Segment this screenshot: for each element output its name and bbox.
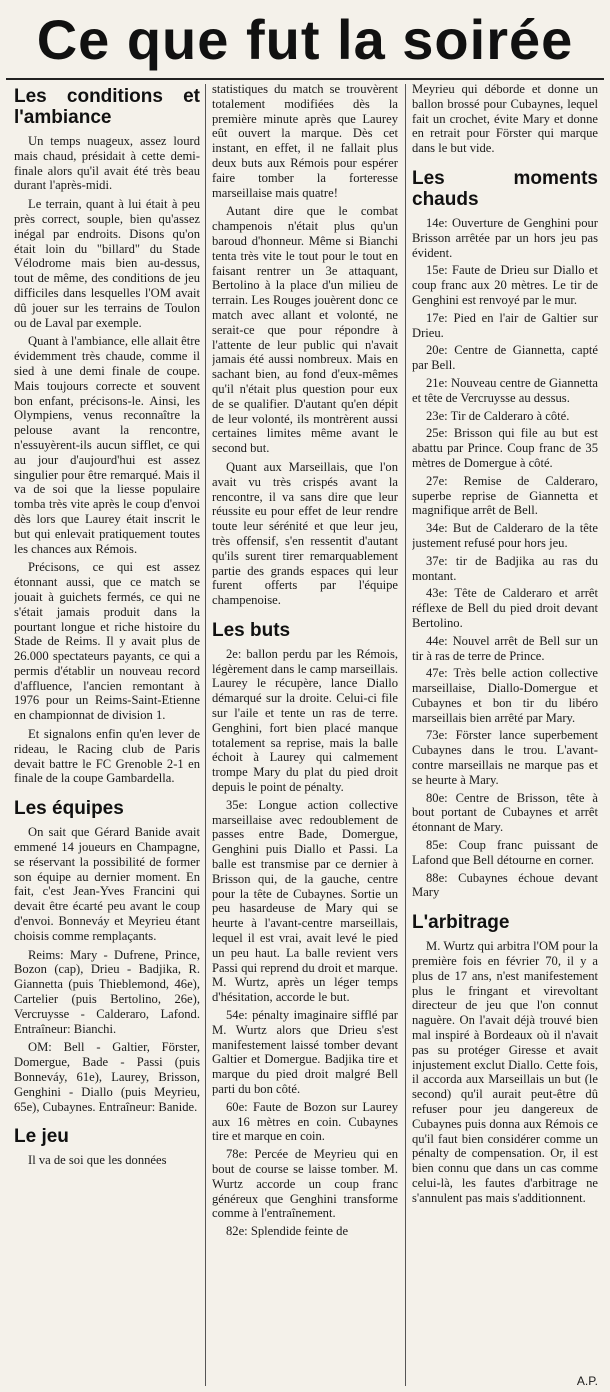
headline: Ce que fut la soirée (36, 8, 574, 71)
paragraph: Quant aux Marseillais, que l'on avait vu très crispés avant la rencontre, il va sans dire que leur réussite eu pour effet de leur rendre toute leur sérénité et que leur jeu, très offensif, s'en ressentit d'autant qu'ils surent tirer remarquablement partie des grands espaces qui leur furent offerts par l'équipe champenoise. (212, 459, 398, 608)
moment-entry: 27e: Remise de Calderaro, superbe reprise de Giannetta et magnifique arrêt de Bell. (412, 473, 598, 518)
column-divider (405, 84, 406, 1386)
moment-entry: 88e: Cubaynes échoue devant Mary (412, 870, 598, 900)
moment-entry: 43e: Tête de Calderaro et arrêt réflexe de Bell du pied droit devant Bertolino. (412, 586, 598, 630)
moment-entry: 44e: Nouvel arrêt de Bell sur un tir à ras de terre de Prince. (412, 633, 598, 663)
moment-entry: 17e: Pied en l'air de Galtier sur Drieu. (412, 310, 598, 340)
column-1 (14, 82, 200, 1388)
paragraph: Et signalons enfin qu'en lever de rideau, le Racing club de Paris devait battre le FC Grenoble 2-1 en finale de la coupe Gambardella. (14, 727, 200, 786)
moment-entry: 34e: But de Calderaro de la tête justement refusé pour hors jeu. (412, 521, 598, 550)
paragraph: Précisons, ce qui est assez étonnant aussi, que ce match se jouait à guichets fermés, ce qui ne s'était jamais produit dans la pourtant longue et riche histoire du Stade de Reims. Il y avait plus de 26.000 spectateurs payants, ce qui a permis d'établir un nouveau record d'affluence, l'ancien remontant à 1976 pour un Reims-Saint-Etienne en championnat de division 1. (14, 560, 200, 723)
paragraph: statistiques du match se trouvèrent totalement modifiées dès la première minute après que Laurey eût ouvert la marque. Dès cet instant, en effet, il ne fallait plus deux buts aux Rémois pour espérer faire tomber la forteresse marseillaise mais quatre! (212, 82, 398, 200)
goal-entry: 35e: Longue action collective marseillaise avec redoublement de passes entre Bade, Domergue, Genghini puis Diallo et Passi. La balle est transmise par ce dernier à Brisson qui, de la gauche, centre pour la tête de Cubaynes. Sortie un peu hasardeuse de Mary qui se heurte à l'avant-centre marseillais, lequel il est vrai, avait levé le pied un peu haut. La balle revient vers Passi qui reprend du droit et marque. M. Wurtz, après un léger temps d'hésitation, accorde le but. (212, 797, 398, 1005)
moment-entry: 85e: Coup franc puissant de Lafond que Bell détourne en corner. (412, 838, 598, 867)
moment-entry: 80e: Centre de Brisson, tête à bout portant de Cubaynes et arrêt étonnant de Mary. (412, 790, 598, 835)
lineup-reims: Reims: Mary - Dufrene, Prince, Bozon (cap), Drieu - Badjika, R. Giannetta (puis Thieblemond, 46e), Cartelier (puis Bertolino, 26e), Vercruysse - Calderaro, Lafond. Entraîneur: Bianchi. (14, 947, 200, 1036)
paragraph: Meyrieu qui déborde et donne un ballon brossé pour Cubaynes, lequel fait un crochet, évite Mary et donne en retrait pour Förster qui marque dans le but vide. (412, 82, 598, 156)
paragraph: Un temps nuageux, assez lourd mais chaud, présidait à cette demi-finale alors qu'il avait été très beau durant l'après-midi. (14, 134, 200, 193)
moment-entry: 14e: Ouverture de Genghini pour Brisson arrêtée par un hors jeu pas évident. (412, 215, 598, 260)
author-signature: A.P. (576, 1374, 598, 1388)
goal-entry: 82e: Splendide feinte de (226, 1224, 349, 1239)
moment-entry: 20e: Centre de Giannetta, capté par Bell. (412, 343, 598, 373)
paragraph: Quant à l'ambiance, elle allait être évidemment très chaude, comme il sied à une demi finale de coupe. Mais toujours correcte et souvent bon enfant, précisons-le. Ainsi, les Olympiens, venus reconnaître la pelouse avant la rencontre, n'essuyèrent-ils aucun sifflet, ce qui au jour d'aujourd'hui est assez singulier pour être remarqué. Mais il va de soi que la liesse populaire tomba très vite après le coup d'envoi dès lors que Laurey était inscrit le but qui enlevait pratiquement toutes les chances aux Rémois. (14, 334, 200, 556)
section-heading-equipes: Les équipes (14, 798, 124, 820)
moment-entry: 23e: Tir de Calderaro à côté. (426, 408, 570, 423)
lineup-om: OM: Bell - Galtier, Förster, Domergue, Bade - Passi (puis Bonneváy, 61e), Laurey, Brisson, Genghini - Diallo (puis Meyrieu, 65e), Cubaynes. Entraîneur: Banide. (14, 1040, 200, 1114)
paragraph: Il va de soi que les données (28, 1153, 167, 1168)
section-heading-moments: Les moments chauds (412, 167, 598, 210)
moment-entry: 47e: Très belle action collective marseillaise, Diallo-Domergue et Cubaynes et bon tir du libéro marseillais bien arrêté par Mary. (412, 666, 598, 725)
section-heading-conditions: Les conditions et l'ambiance (14, 86, 200, 128)
section-heading-jeu: Le jeu (14, 1126, 69, 1148)
moment-entry: 37e: tir de Badjika au ras du montant. (412, 553, 598, 583)
paragraph: M. Wurtz qui arbitra l'OM pour la première fois en février 70, il y a plus de 17 ans, n'est manifestement plus le fringant et virevoltant directeur de jeu que l'on connut naguère. On l'avait déjà trouvé bien mal inspiré à Bordeaux où il n'avait pas su protéger Giresse et avait injustement exclut Diallo. Cette fois, il accorda aux Marseillais un but (le second) qu'il aurait peut-être dû refuser pour jeu dangereux de Cubaynes puis donna aux Rémois ce qu'il faut bien considérer comme un pénalty de compensation. Or, il est bien connu que dans un cas comme celui-là, les fautes d'arbitrage ne s'annulent pas mais s'additionnent. (412, 939, 598, 1205)
column-divider (205, 84, 206, 1386)
moment-entry: 15e: Faute de Drieu sur Diallo et coup franc aux 20 mètres. Le tir de Genghini est renvoyé par le mur. (412, 263, 598, 307)
moment-entry: 25e: Brisson qui file au but est abattu par Prince. Coup franc de 35 mètres de Domergue à côté. (412, 426, 598, 470)
column-3 (412, 82, 598, 1388)
moment-entry: 21e: Nouveau centre de Giannetta et tête de Vercruysse au dessus. (412, 375, 598, 405)
goal-entry: 60e: Faute de Bozon sur Laurey aux 16 mètres en coin. Cubaynes tire et marque en coin. (212, 1099, 398, 1144)
moment-entry: 73e: Förster lance superbement Cubaynes dans le trou. L'avant-contre marseillais ne marque pas et se heurte à Mary. (412, 728, 598, 787)
goal-entry: 2e: ballon perdu par les Rémois, légèrement dans le camp marseillais. Laurey le récupère, lance Diallo démarqué sur la droite. Celui-ci file sur l'aile et tente un ras de terre. Genghini, fort bien placé manque totalement sa reprise, mais la balle échoit à Laurey qui calmement trompe Mary du plat du pied droit depuis le point de pénalty. (212, 646, 398, 795)
paragraph: On sait que Gérard Banide avait emmené 14 joueurs en Champagne, se réservant la possibilité de former son équipe au dernier moment. En fait, c'est Jean-Yves Francini qui devait être écarté peu avant le coup d'envoi. Bonneváy et Meyrieu étant choisis comme remplaçants. (14, 825, 200, 943)
paragraph: Le terrain, quant à lui était à peu près correct, souple, bien qu'assez inégal par endroits. Disons qu'on était loin du "billard" du Stade Vélodrome mais bien au-dessus, tout de même, des conditions de jeu difficiles dans lesquelles l'OM avait dû jouer sur les terrains de Toulon ou de Laval par exemple. (14, 197, 200, 330)
goal-entry: 54e: pénalty imaginaire sifflé par M. Wurtz alors que Drieu s'est manifestement laissé tomber devant Galtier et Domergue. Badjika tire et marque du pied droit malgré Bell parti du bon côté. (212, 1008, 398, 1096)
section-heading-buts: Les buts (212, 619, 291, 641)
section-heading-arbitrage: L'arbitrage (412, 912, 510, 934)
paragraph: Autant dire que le combat champenois n'était plus qu'un baroud d'honneur. Même si Bianchi tenta très vite le tout pour le tout en faisant rentrer un 3e attaquant, Bertolino à la place d'un milieu de terrain. Les Rouges jouèrent donc ce match avec allant et volonté, ne serait-ce que pour répondre à l'attente de leur public qui n'avait jamais été aussi nombreux. Mais en sachant bien, au fond d'eux-mêmes qu'il n'était plus question pour eux de se qualifier. D'autant qu'en dépit de leur volonté, ils montrèrent aussi certaines limites même avant le second but. (212, 204, 398, 456)
headline-rule (6, 78, 604, 80)
goal-entry: 78e: Percée de Meyrieu qui en bout de course se laisse tomber. M. Wurtz accorde un coup franc généreux que Genghini transforme comme à l'entraînement. (212, 1147, 398, 1221)
column-2 (212, 82, 398, 1388)
